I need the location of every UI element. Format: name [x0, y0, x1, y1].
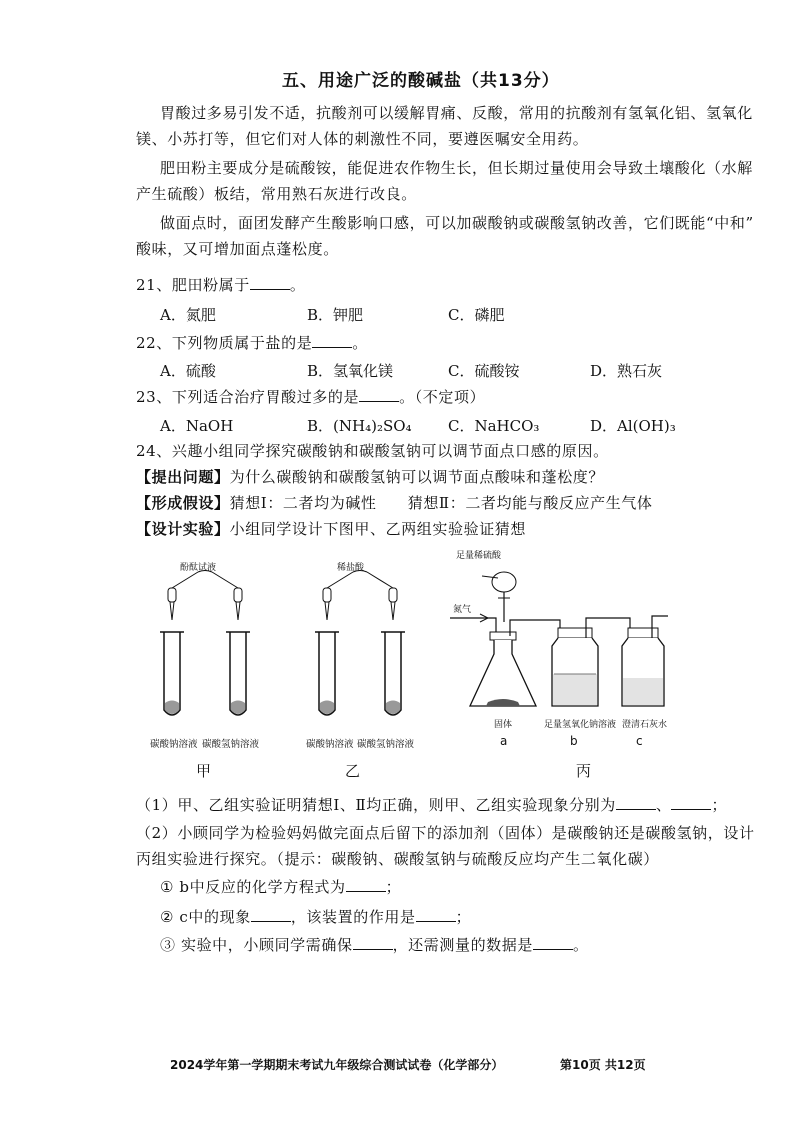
sub-item-3-blank-2[interactable] [533, 935, 573, 950]
q22-option-b: B．氢氧化镁 [307, 362, 394, 380]
sub-q1-blank-1[interactable] [616, 795, 656, 810]
intro-p1-line2: 镁、小苏打等，但它们对人体的刺激性不同，要遵医嘱安全用药。 [136, 130, 589, 148]
q24-design [136, 516, 526, 542]
sub-item-1-end: ； [385, 878, 402, 896]
sub-item-2-text: ② c中的现象 [160, 908, 251, 926]
q23-option-b: B．(NH₄)₂SO₄ [307, 417, 412, 435]
intro-p1-line1: 胃酸过多易引发不适，抗酸剂可以缓解胃痛、反酸，常用的抗酸剂有氢氧化铝、氢氧化 [160, 104, 753, 122]
q22-option-c: C．硫酸铵 [448, 362, 520, 380]
hyp-text: 猜想Ⅰ：二者均为碱性 猜想Ⅱ：二者均能与酸反应产生气体 [229, 494, 653, 512]
q22-option-a: A．硫酸 [160, 362, 216, 380]
section-title: 五、用途广泛的酸碱盐（共13分） [282, 71, 560, 91]
sub-q1 [136, 792, 727, 818]
sub-q1-sep: 、 [655, 796, 672, 814]
q21-answer-blank[interactable] [250, 275, 290, 290]
q23-stem-end: 。（不定项） [399, 388, 486, 406]
bing-a-content-label: 固体 [494, 720, 513, 730]
bing-c-content-label: 澄清石灰水 [622, 720, 668, 730]
sub-q1-end: ； [711, 796, 728, 814]
sub-q2-line2: 丙组实验进行探究。（提示：碳酸钠、碳酸氢钠与硫酸反应均产生二氧化碳） [136, 850, 659, 868]
design-tag: 【设计实验】 [136, 520, 230, 538]
bing-gas-label: 氮气 [453, 605, 472, 615]
sub-item-3 [160, 932, 589, 958]
bing-letter-b: b [570, 734, 578, 748]
bing-acid-label: 足量稀硫酸 [456, 551, 502, 561]
q22-stem-end: 。 [352, 334, 368, 352]
q23-stem-text: 23、下列适合治疗胃酸过多的是 [136, 388, 360, 406]
q24-hypothesis [136, 490, 653, 516]
q23-stem [136, 384, 485, 410]
sub-q1-text: （1）甲、乙组实验证明猜想Ⅰ、Ⅱ均正确，则甲、乙组实验现象分别为 [136, 796, 616, 814]
jia-tube-right-label: 碳酸氢钠溶液 [202, 739, 260, 750]
q21-option-a: A．氮肥 [160, 306, 216, 324]
q23-option-c: C．NaHCO₃ [448, 417, 540, 435]
q23-option-d: D．Al(OH)₃ [590, 417, 676, 435]
q23-answer-blank[interactable] [359, 387, 399, 402]
ask-tag: 【提出问题】 [136, 468, 230, 486]
caption-yi: 乙 [345, 762, 361, 780]
sub-item-2-blank-1[interactable] [251, 907, 291, 922]
ask-text: 为什么碳酸钠和碳酸氢钠可以调节面点酸味和蓬松度？ [229, 468, 605, 486]
bing-apparatus [440, 556, 680, 716]
sub-q2-line1: （2）小顾同学为检验妈妈做完面点后留下的添加剂（固体）是碳酸钠还是碳酸氢钠，设计 [136, 824, 755, 842]
q22-answer-blank[interactable] [312, 333, 352, 348]
sub-item-1 [160, 874, 401, 900]
q21-option-b: B．钾肥 [307, 306, 364, 324]
q22-stem [136, 330, 368, 356]
footer-page-number: 第10页 共12页 [560, 1058, 646, 1072]
jia-apparatus [150, 570, 260, 730]
intro-p3-line2: 酸味，又可增加面点蓬松度。 [136, 240, 339, 258]
q21-stem-text: 21、肥田粉属于 [136, 276, 250, 294]
q21-stem-end: 。 [289, 276, 306, 294]
bing-b-content-label: 足量氢氧化钠溶液 [544, 720, 617, 730]
footer-title: 2024学年第一学期期末考试九年级综合测试试卷（化学部分） [170, 1058, 504, 1072]
yi-reagent-label: 稀盐酸 [337, 563, 365, 573]
sub-item-3-text: ③ 实验中，小顾同学需确保 [160, 936, 353, 954]
caption-jia: 甲 [196, 762, 212, 780]
yi-tube-right-label: 碳酸氢钠溶液 [357, 739, 415, 750]
q21-stem [136, 272, 306, 298]
sub-item-1-text: ① b中反应的化学方程式为 [160, 878, 346, 896]
sub-item-1-blank[interactable] [346, 877, 386, 892]
sub-item-2-blank-2[interactable] [416, 907, 456, 922]
intro-p3-line1: 做面点时，面团发酵产生酸影响口感，可以加碳酸钠或碳酸氢钠改善，它们既能“中和” [160, 214, 754, 232]
bing-letter-c: c [636, 734, 643, 748]
intro-p2-line2: 产生硫酸）板结，常用熟石灰进行改良。 [136, 185, 417, 203]
sub-item-3-end: 。 [572, 936, 589, 954]
design-text: 小组同学设计下图甲、乙两组实验验证猜想 [229, 520, 527, 538]
sub-item-3-mid: ，还需测量的数据是 [392, 936, 533, 954]
q22-option-d: D．熟石灰 [590, 362, 663, 380]
q21-option-c: C．磷肥 [448, 306, 505, 324]
q24-question [136, 464, 604, 490]
jia-tube-left-label: 碳酸钠溶液 [150, 739, 198, 750]
sub-q1-blank-2[interactable] [671, 795, 711, 810]
hyp-tag: 【形成假设】 [136, 494, 230, 512]
caption-bing: 丙 [576, 762, 592, 780]
jia-reagent-label: 酚酞试液 [180, 563, 217, 573]
sub-item-2-end: ； [455, 908, 472, 926]
yi-tube-left-label: 碳酸钠溶液 [306, 739, 354, 750]
q23-option-a: A．NaOH [160, 417, 234, 435]
q24-stem: 24、兴趣小组同学探究碳酸钠和碳酸氢钠可以调节面点口感的原因。 [136, 442, 609, 460]
yi-apparatus [305, 570, 415, 730]
intro-p2-line1: 肥田粉主要成分是硫酸铵，能促进农作物生长，但长期过量使用会导致土壤酸化（水解 [160, 159, 753, 177]
sub-item-2 [160, 904, 471, 930]
bing-letter-a: a [500, 734, 508, 748]
sub-item-2-mid: ，该装置的作用是 [290, 908, 416, 926]
q22-stem-text: 22、下列物质属于盐的是 [136, 334, 313, 352]
sub-item-3-blank-1[interactable] [353, 935, 393, 950]
